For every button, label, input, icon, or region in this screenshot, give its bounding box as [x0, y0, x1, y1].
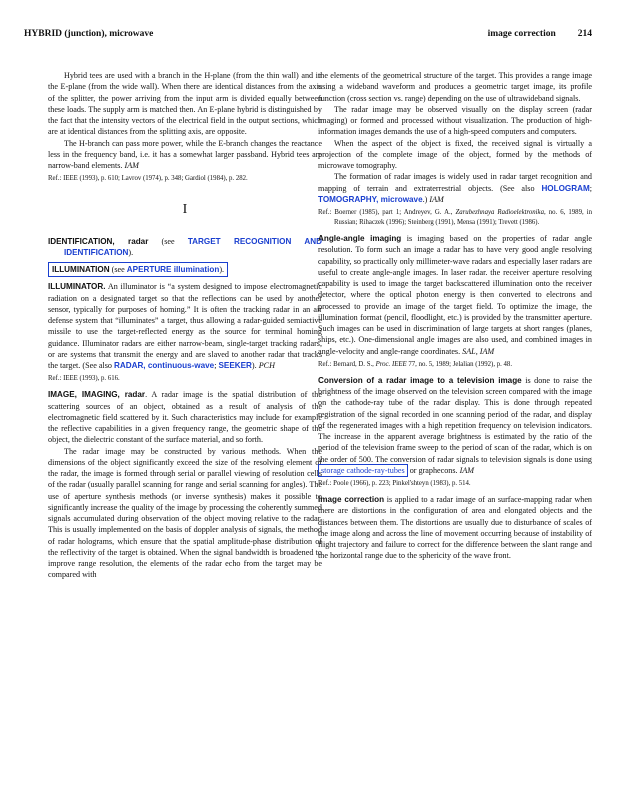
reference-part: , no. 6, 1989, in Russian; Rihaczek (1996); Steinberg (1991), Mensa (1991); Trevett (1986).: [334, 209, 593, 226]
see-text: (see: [111, 265, 125, 274]
entry-identification: [48, 236, 322, 259]
hybrid-paragraph-2: [48, 138, 322, 172]
reference-part: Ref.: Bernard, D. S.,: [318, 360, 374, 368]
author-initials: SAL, IAM: [462, 346, 495, 356]
entry-image: [48, 389, 322, 445]
entry-term: Conversion of a radar image to a television image: [318, 375, 522, 385]
reference-part: 77, no. 5, 1989; Jelalian (1992), p. 48.: [408, 360, 513, 368]
cross-reference-link[interactable]: SEEKER: [218, 361, 252, 370]
entry-text: An illuminator is “a system designed to impose electromagnetic radiation on a designated target so that the reflections can be used by another sensor, typically for purposes of homing.” It is often the tracking radar in an air defense system that “illuminates” a target, thus allowing a radar-guided semiactive missile to use the target-reflected energy as the source for terminal homing guidance. Illuminator radars are either narrow-beam, single-target tracking radars, or are systems that transmit the energy and are slaved to another radar that tracks the target. (See also: [48, 282, 322, 370]
author-initials: IAM: [429, 194, 444, 204]
entry-term: IDENTIFICATION, radar: [48, 236, 149, 246]
cross-reference-link[interactable]: TOMOGRAPHY, microwave: [318, 194, 423, 204]
page-number: 214: [577, 29, 592, 39]
entry-illuminator: [48, 281, 322, 371]
running-head-right: [466, 29, 592, 39]
running-head-title: image correction: [487, 29, 556, 39]
entry-image-correction: [318, 494, 592, 562]
author-initials: PCH: [258, 361, 275, 370]
cross-reference-link[interactable]: APERTURE illumination: [126, 265, 220, 274]
author-initials: IAM: [124, 161, 139, 170]
entry-illumination[interactable]: [48, 262, 228, 277]
entry-text: . A radar image is the spatial distribution of the scattering sources of an object, obtained as a result of analysis of the electromagnetic field scattered by it. Such characteristics may include for example the reflective capabilities in a given frequency range, the geometric shape of the object, the dielectric constant of the surface material, and so forth.: [48, 390, 322, 445]
cross-reference-link[interactable]: HOLOGRAM: [541, 183, 590, 193]
reference: Ref.: IEEE (1993), p. 616.: [48, 375, 120, 383]
entry-conversion: [318, 375, 592, 476]
see-end: .): [422, 194, 428, 204]
reference: Ref.: IEEE (1993), p. 610; Lavrov (1974), p. 348; Gardiol (1984), p. 282.: [48, 175, 248, 183]
entry-text: is imaging based on the properties of radar angle resolution. To form such an image a radar has to have very good angle resolving capability, so practically only millimeter-wave radars and especially laser radars are useful to create angle-angle images. In laser radar. the receiver aperture resolving capability is used to image the target backscattered illumination onto the receiver detector, where the optical photon energy is then converted to electrons and processed to provide an image of the target field. To optimize the image, the illumination format (pencil, floodlight, etc.) is provided by the transmitter aperture. Such images can be used in discrimination of large targets at short ranges (planes, ships, etc.). One-dimensional angle images are also used, and combined images in angle-velocity and angle-range coordinates.: [318, 234, 593, 356]
reference-journal: Proc. IEEE: [375, 360, 407, 368]
running-head-left: HYBRID (junction), microwave: [24, 29, 154, 39]
entry-text: is applied to a radar image of an surface-mapping radar when there are distortions in the configuration of area and elongated objects and the distances between them. The distortions are usually due to disturbance of scales of the image along and across the line of movement occurring because of instability of flight trajectory and failure to correct for the difference between the slant range and the horizontal range due to the sphericity of the wave front.: [318, 495, 592, 561]
section-letter: I: [182, 202, 188, 218]
separator: ;: [589, 183, 592, 193]
page-header: [24, 29, 592, 45]
left-column: [48, 70, 322, 581]
see-text: (see: [161, 236, 175, 246]
entry-term: IMAGE, IMAGING, radar: [48, 390, 146, 400]
see-end: ).: [251, 361, 257, 370]
cross-reference-link[interactable]: TARGET RECOGNITION AND IDENTIFICATION: [64, 236, 323, 257]
author-initials: IAM: [459, 465, 475, 475]
entry-text: The formation of radar images is widely used in radar target recognition and mapping of terrain and extraterrestrial objects. (See also: [318, 172, 592, 193]
reference-journal: Zarubezhnaya Radioelektronika: [455, 209, 544, 216]
reference: [318, 208, 592, 228]
entry-term: ILLUMINATION: [52, 265, 110, 274]
entry-text: is done to raise the brightness of the image observed on the television screen compared with the image on the cathode-ray tube of the radar display. This is done through repeated registration of the signal recorded in one scanning period of the radar, and display of the regenerated images with a high repetition frequency on television indicators. The increase in the apparent average brightness is estimated by the ratio of the period of the television frame sweep to the period of scan of the radar, which is on the order of 500. The conversion of radar signals to television signals is done using: [318, 375, 593, 464]
image-paragraph-6: [318, 171, 592, 205]
reference-part: Ref.: Boerner (1985), part 1; Andreyev, G. A.,: [318, 209, 453, 216]
separator: ;: [214, 361, 217, 370]
entry-angle-angle-imaging: [318, 233, 592, 357]
see-end: ).: [128, 247, 134, 257]
reference: [318, 360, 592, 370]
see-end: ).: [219, 265, 225, 274]
entry-term: ILLUMINATOR.: [48, 282, 106, 292]
cross-reference-link[interactable]: RADAR, continuous-wave: [113, 361, 215, 370]
hybrid-paragraph-2-text: The H-branch can pass more power, while the E-branch changes the reactance less in the frequency band, i.e. it has a somewhat larger passband. Hybrid tees are narrow-band elements.: [48, 138, 322, 170]
image-paragraph-2: The radar image may be constructed by various methods. When the dimensions of the object significantly exceed the size of the resolving element of the radar, the image is formed through serial or parallel viewing of resolution cells of the radar (usually parallel scanning for range and serial scanning for angles). The use of aperture synthesis methods (or inverse synthesis) makes it possible to significantly increase the quality of the image by processing the coherently summed signals accumulated during observation of the object moving relative to the radar. This is usually implemented on the basis of doppler analysis of signals, the method of radar holograms, which ensure that the spatial amplitude-phase distribution of the reflectivity of the target is obtained. When the signal bandwidth is broadened to improve range resolution, the elements of the radar echo from the target may be compared with: [48, 446, 322, 580]
entry-term: Angle-angle imaging: [318, 234, 402, 243]
entry-term: Image correction: [318, 495, 385, 504]
hybrid-paragraph-1: Hybrid tees are used with a branch in the H-plane (from the thin wall) and in the E-plane (from the wide wall). When there are identical distances from the axis of the splitter, the power arriving from the input arm is divided equally between these loads. The supply arm is matched then. An E-plane hybrid is distinguished by the fact that the intensity vectors of the electrical field in the output sections, which are at identical distances from the splitting axis, are opposite.: [48, 71, 322, 137]
storage-crt-link[interactable]: storage cathode-ray-tubes: [318, 464, 408, 477]
image-paragraph-3: the elements of the geometrical structure of the target. This provides a range image using a wideband waveform and produces a geometric target image, its profile function (cross section vs. range) depending on the use of ultrawideband signals.: [318, 71, 592, 103]
entry-text-end: or graphecons.: [409, 465, 458, 475]
reference: Ref.: Poole (1966), p. 223; Pinkel'shteyn (1983), p. 514.: [318, 480, 471, 487]
image-paragraph-5: When the aspect of the object is fixed, the received signal is virtually a projection of the complete image of the object, formed by the methods of microwave tomography.: [318, 138, 592, 170]
image-paragraph-4: The radar image may be observed visually on the display screen (radar imaging) or formed and processed without visualization. The production of high-information images demands the use of a high-speed computers and computers.: [318, 104, 592, 137]
right-column: [318, 70, 592, 562]
